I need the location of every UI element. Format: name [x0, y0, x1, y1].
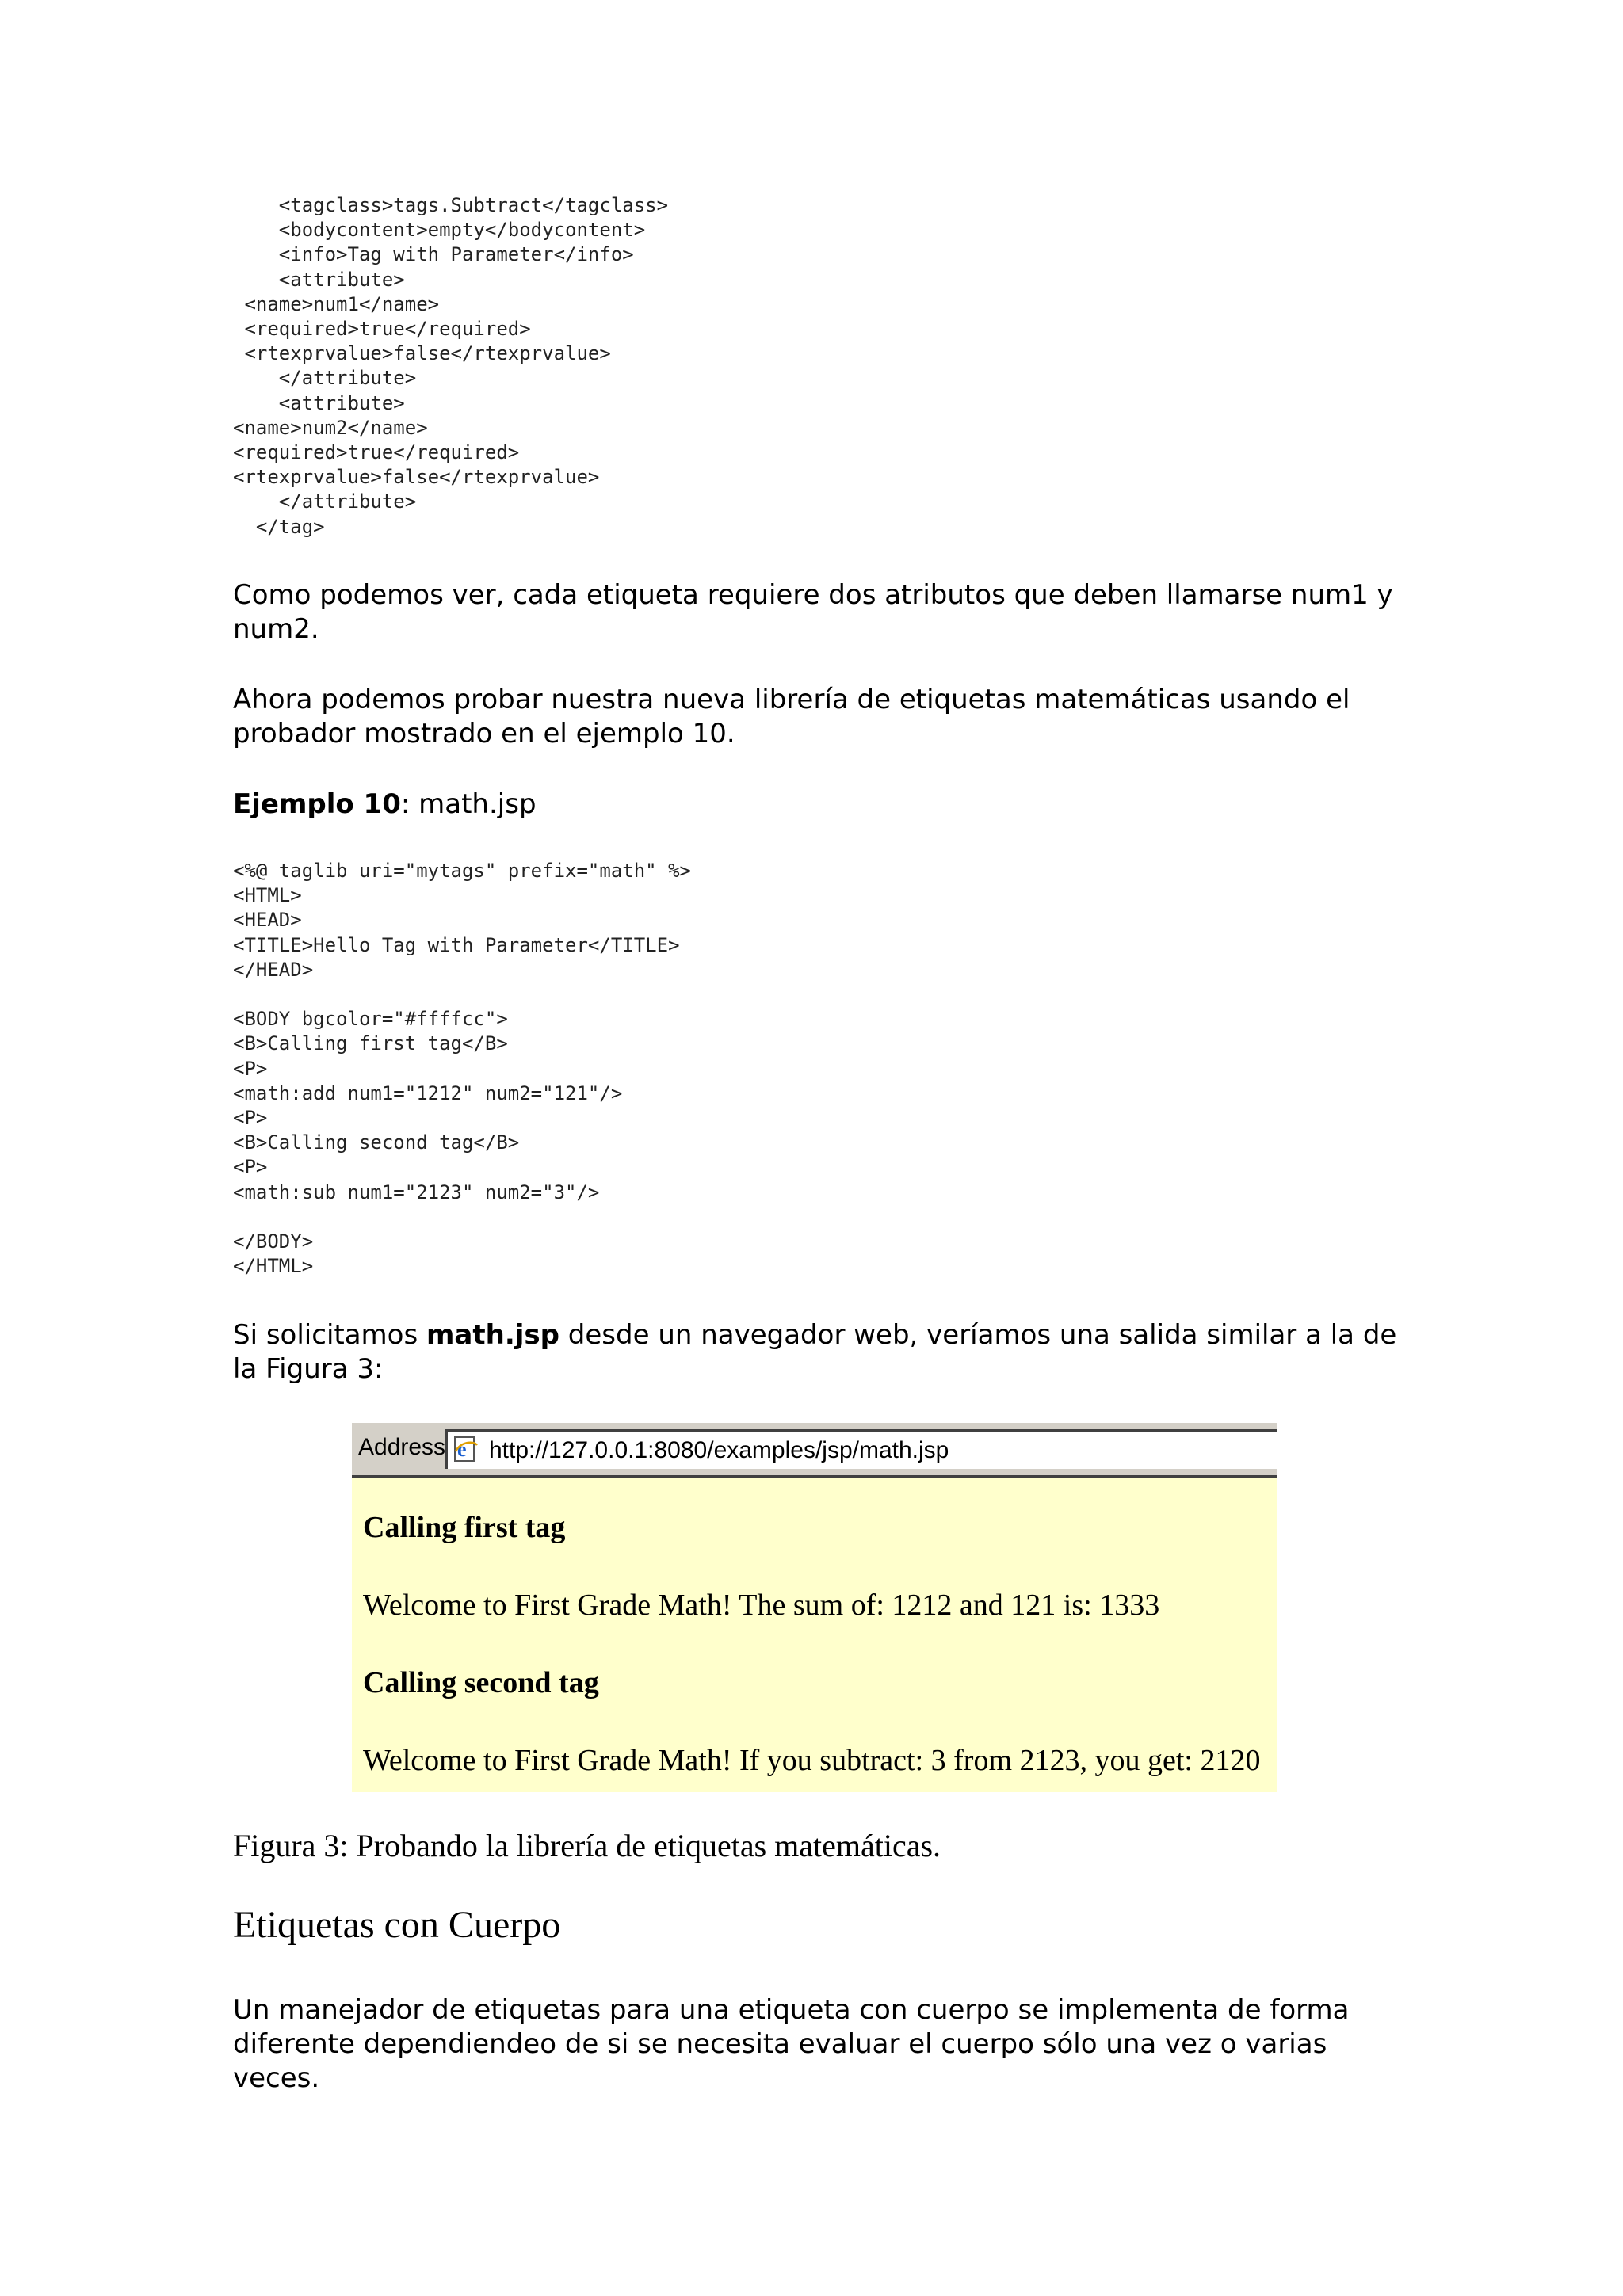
example-label-rest: : math.jsp	[400, 788, 537, 820]
figure-heading-first: Calling first tag	[363, 1511, 566, 1544]
code-block-tld: <tagclass>tags.Subtract</tagclass> <bodycontent>empty</bodycontent> <info>Tag with Parameter</info> <attribute> <name>num1</name> <required>true</required> <rtexprvalue>false</rtexprvalue> </attribute> <attribute> <name>num2</name> <required>true</required> <rtexprvalue>false</rtexprvalue> </attribute> </tag>	[233, 194, 669, 538]
figure-browser-screenshot	[352, 1421, 1277, 1792]
example-label	[233, 788, 1398, 822]
address-bar	[352, 1421, 1277, 1478]
figure-line-sum: Welcome to First Grade Math! The sum of: 1212 and 121 is: 1333	[363, 1589, 1160, 1622]
figure-caption: Figura 3: Probando la librería de etiquetas matemáticas.	[233, 1828, 941, 1863]
code-block-math-jsp: <%@ taglib uri="mytags" prefix="math" %> <HTML> <HEAD> <TITLE>Hello Tag with Parameter</TITLE> </HEAD> <BODY bgcolor="#ffffcc"> <B>Calling first tag</B> <P> <math:add num1="1212" num2="121"/> <P> <B>Calling second tag</B> <P> <math:sub num1="2123" num2="3"/> </BODY> </HTML>	[233, 860, 691, 1278]
paragraph-body-tags: Un manejador de etiquetas para una etiqueta con cuerpo se implementa de forma diferente dependiendeo de si se necesita evaluar el cuerpo sólo una vez o varias veces.	[233, 1994, 1350, 2094]
paragraph-request-before: Si solicitamos	[233, 1319, 426, 1351]
paragraph-tester-intro: Ahora podemos probar nuestra nueva librería de etiquetas matemáticas usando el probador mostrado en el ejemplo 10.	[233, 684, 1350, 749]
paragraph-request	[233, 1318, 1398, 1386]
example-label-bold: Ejemplo 10	[233, 788, 401, 820]
figure-heading-second: Calling second tag	[363, 1666, 599, 1699]
paragraph-request-after: desde un navegador web, veríamos una salida similar a la de la Figura 3:	[233, 1319, 1397, 1385]
paragraph-request-bold: math.jsp	[426, 1319, 559, 1351]
paragraph-attributes: Como podemos ver, cada etiqueta requiere dos atributos que deben llamarse num1 y num2.	[233, 579, 1393, 645]
address-url: http://127.0.0.1:8080/examples/jsp/math.jsp	[489, 1437, 949, 1463]
svg-text:e: e	[457, 1438, 467, 1461]
section-heading: Etiquetas con Cuerpo	[233, 1904, 561, 1946]
figure-line-subtract: Welcome to First Grade Math! If you subtract: 3 from 2123, you get: 2120	[363, 1744, 1261, 1777]
address-label: Address	[358, 1434, 446, 1460]
address-field	[445, 1429, 1277, 1469]
page-icon	[453, 1436, 479, 1463]
